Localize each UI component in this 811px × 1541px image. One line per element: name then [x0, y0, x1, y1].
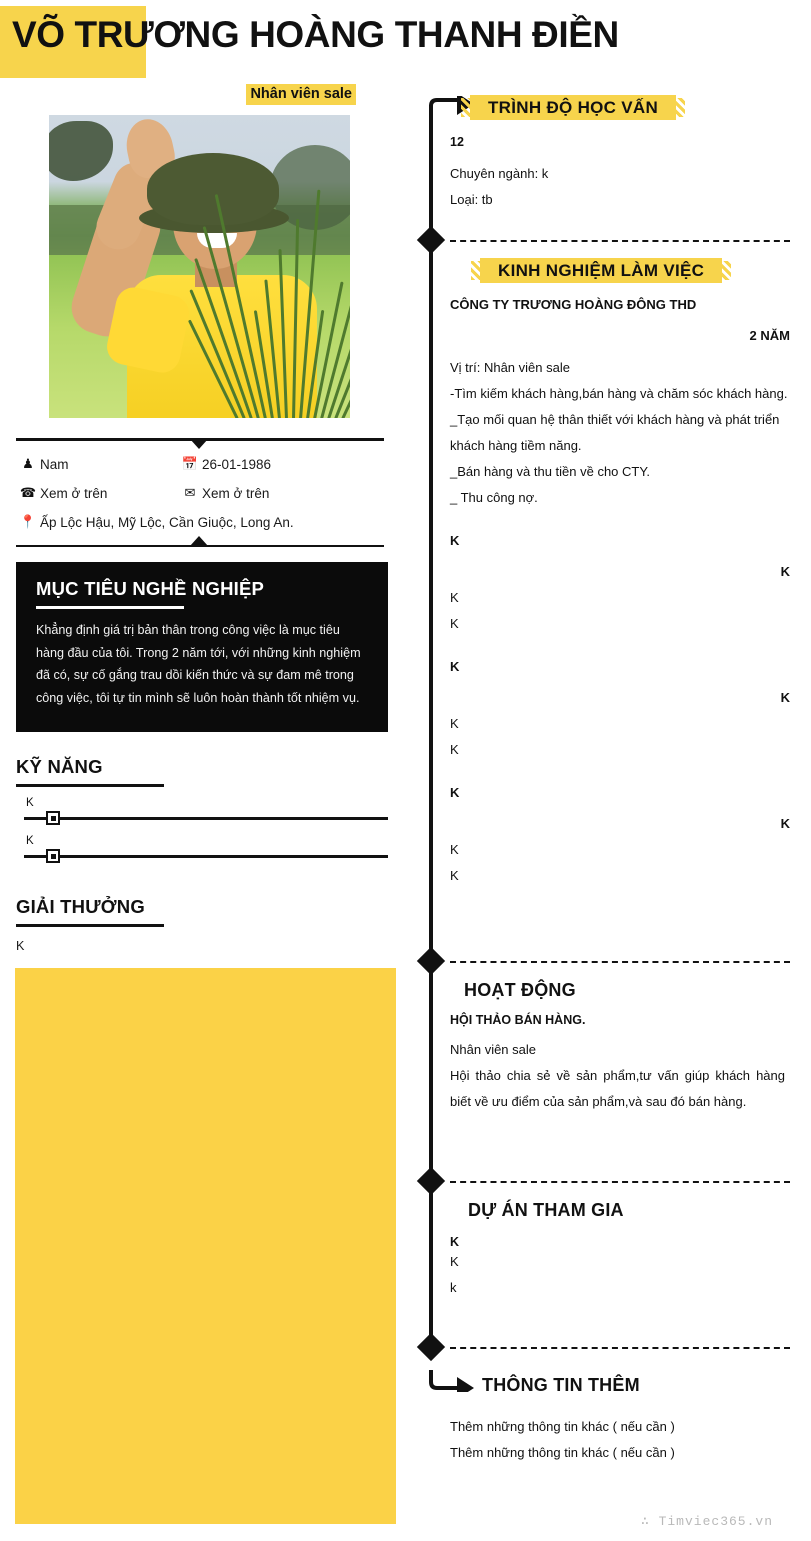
avatar	[49, 115, 350, 418]
education-school: 12	[450, 135, 464, 149]
activities-section	[450, 980, 790, 1115]
skills-section	[16, 756, 388, 863]
career-objective-section	[16, 562, 388, 732]
experience-heading: KINH NGHIỆM LÀM VIỆC	[498, 261, 705, 280]
awards-section	[16, 896, 388, 953]
skill-slider[interactable]	[16, 811, 388, 825]
triangle-up-icon	[190, 536, 208, 546]
additional-line: Thêm những thông tin khác ( nếu cần )	[450, 1419, 675, 1434]
experience-entry	[450, 659, 790, 763]
phone-icon: ☎	[19, 485, 37, 500]
contact-gender	[16, 456, 178, 472]
contact-address-value: Ấp Lộc Hậu, Mỹ Lộc, Cần Giuộc, Long An.	[40, 514, 294, 530]
section-dashed-divider	[450, 1347, 790, 1349]
additional-info-section	[450, 1375, 790, 1466]
experience-detail-line: K	[450, 742, 459, 757]
timeline-node	[417, 947, 445, 975]
skills-list	[16, 797, 388, 863]
experience-detail-line: K	[450, 716, 459, 731]
experience-detail-line: _Tạo mối quan hệ thân thiết với khách hàng và phát triển khách hàng tiềm năng.	[450, 412, 780, 453]
job-title-row	[0, 84, 415, 114]
contact-row	[16, 450, 384, 479]
timeline-node	[417, 1333, 445, 1361]
project-item: k	[450, 1280, 457, 1295]
experience-duration: K	[780, 816, 790, 831]
experience-section	[450, 258, 790, 889]
section-dashed-divider	[450, 240, 790, 242]
contact-block	[16, 438, 384, 547]
skill-track	[24, 855, 388, 858]
experience-company: K	[450, 533, 460, 548]
project-item: K	[450, 1235, 460, 1249]
skill-slider[interactable]	[16, 849, 388, 863]
experience-company: K	[450, 785, 460, 800]
projects-section	[450, 1200, 790, 1301]
section-dashed-divider	[450, 961, 790, 963]
projects-heading: DỰ ÁN THAM GIA	[468, 1200, 624, 1220]
page-title: VÕ TRƯƠNG HOÀNG THANH ĐIỀN	[12, 14, 619, 55]
activities-title: HỘI THẢO BÁN HÀNG.	[450, 1013, 586, 1027]
header	[0, 0, 811, 84]
skill-slider-handle[interactable]	[46, 811, 60, 825]
education-grade: Loại: tb	[450, 192, 493, 207]
experience-list	[450, 297, 790, 889]
experience-detail-line: _ Thu công nợ.	[450, 490, 538, 505]
experience-detail-line: _Bán hàng và thu tiền về cho CTY.	[450, 464, 650, 479]
experience-details	[450, 837, 790, 889]
skill-row	[16, 797, 388, 825]
contact-phone[interactable]	[16, 485, 178, 501]
activities-description: Hội thảo chia sẻ về sản phẩm,tư vấn giúp khách hàng biết về ưu điểm của sản phẩm,và sau đó bán hàng.	[450, 1068, 785, 1109]
experience-details	[450, 711, 790, 763]
contact-birthday	[178, 456, 271, 472]
experience-duration: K	[780, 564, 790, 579]
contact-email-value: Xem ở trên	[202, 485, 270, 501]
contact-birthday-value: 26-01-1986	[202, 456, 272, 472]
contact-email[interactable]	[178, 485, 269, 501]
career-objective-heading: MỤC TIÊU NGHỀ NGHIỆP	[36, 578, 265, 599]
education-major: Chuyên ngành: k	[450, 166, 549, 181]
skill-track	[24, 817, 388, 820]
additional-heading: THÔNG TIN THÊM	[482, 1375, 640, 1395]
experience-detail-line: K	[450, 842, 459, 857]
experience-entry	[450, 785, 790, 889]
experience-detail-line: K	[450, 590, 459, 605]
timeline-spine	[429, 105, 433, 1345]
experience-company: K	[450, 659, 460, 674]
additional-line: Thêm những thông tin khác ( nếu cần )	[450, 1445, 675, 1460]
experience-detail-line: K	[450, 616, 459, 631]
education-heading-band	[478, 95, 668, 122]
left-column	[0, 84, 415, 953]
contact-phone-value: Xem ở trên	[40, 485, 108, 501]
skills-heading: KỸ NĂNG	[16, 756, 103, 777]
awards-heading: GIẢI THƯỞNG	[16, 896, 145, 917]
skill-row	[16, 835, 388, 863]
heading-underline	[36, 606, 184, 609]
person-icon: ♟	[22, 456, 34, 471]
job-title-badge: Nhân viên sale	[246, 84, 356, 105]
photo-tree-left	[49, 121, 113, 181]
skill-slider-handle[interactable]	[46, 849, 60, 863]
timeline-node	[417, 1167, 445, 1195]
education-section	[450, 95, 790, 213]
heading-underline	[16, 924, 164, 927]
experience-entry	[450, 297, 790, 511]
activities-role: Nhân viên sale	[450, 1042, 536, 1057]
experience-duration: K	[780, 690, 790, 705]
calendar-icon: 📅	[181, 456, 199, 471]
timeline-node	[417, 226, 445, 254]
mail-icon: ✉	[184, 485, 196, 500]
location-pin-icon: 📍	[19, 514, 37, 529]
experience-detail-line: Vị trí: Nhân viên sale	[450, 360, 570, 375]
awards-item: K	[16, 939, 25, 953]
activities-heading: HOẠT ĐỘNG	[464, 980, 576, 1000]
experience-detail-line: K	[450, 868, 459, 883]
experience-detail-line: -Tìm kiếm khách hàng,bán hàng và chăm sóc khách hàng.	[450, 386, 788, 401]
projects-list	[450, 1235, 790, 1301]
experience-duration: 2 NĂM	[749, 328, 790, 343]
photo-rice-stalks	[230, 201, 350, 418]
experience-company: CÔNG TY TRƯƠNG HOÀNG ĐÔNG THD	[450, 297, 697, 312]
experience-details	[450, 355, 790, 511]
contact-row	[16, 479, 384, 508]
site-watermark: ∴ Timviec365.vn	[640, 1514, 773, 1529]
career-objective-body: Khẳng định giá trị bản thân trong công việc là mục tiêu hàng đầu của tôi. Trong 2 năm tới, với những kinh nghiệm đã có, sự cố gắng trau dồi kiến thức và sự đam mê trong công việc, tôi tự tin mình sẽ luôn hoàn thành tốt nhiệm vụ.	[36, 623, 361, 705]
skill-name: K	[26, 835, 34, 847]
skill-name: K	[26, 797, 34, 809]
experience-entry	[450, 533, 790, 637]
experience-details	[450, 585, 790, 637]
yellow-panel	[15, 968, 396, 1524]
contact-gender-value: Nam	[40, 456, 69, 472]
contact-row	[16, 508, 384, 537]
heading-underline	[16, 784, 164, 787]
contact-address	[16, 514, 294, 530]
project-item: K	[450, 1254, 459, 1269]
section-dashed-divider	[450, 1181, 790, 1183]
experience-heading-band	[488, 258, 714, 285]
education-heading: TRÌNH ĐỘ HỌC VẤN	[488, 98, 659, 117]
